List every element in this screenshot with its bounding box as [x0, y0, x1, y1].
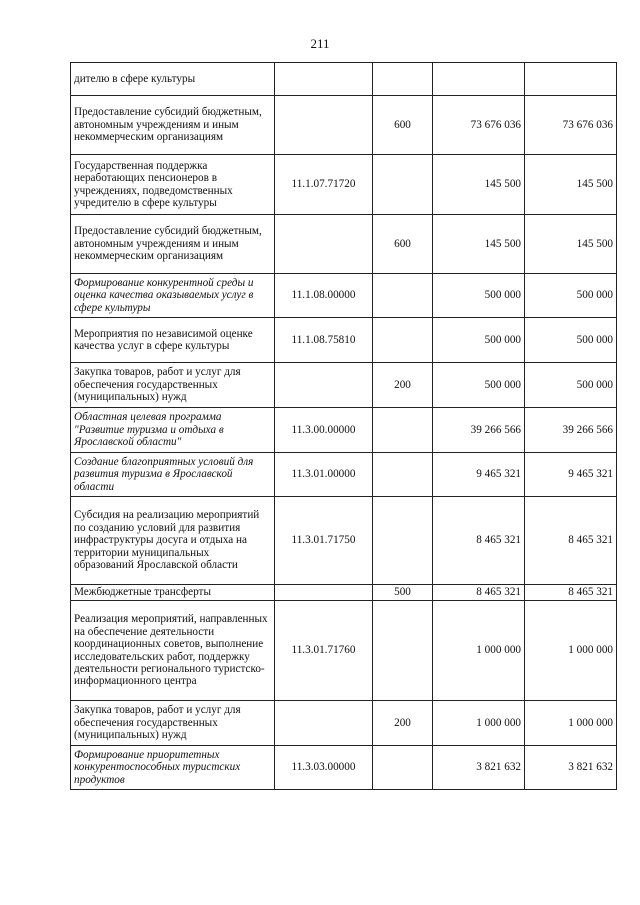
row-amount-cell: [433, 63, 525, 96]
row-name-cell: Предоставление субсидий бюджетным, автономным учреждениям и иным некоммерческим организациям: [71, 96, 275, 155]
row-name-cell: Формирование приоритетных конкурентоспособных туристских продуктов: [71, 746, 275, 790]
table-row: [71, 453, 617, 497]
table-row: [71, 155, 617, 215]
row-amount-cell: 1 000 000: [525, 701, 617, 746]
row-amount-cell: 39 266 566: [433, 408, 525, 453]
row-target-article-cell: 11.1.08.00000: [275, 274, 373, 318]
row-expense-type-cell: 200: [373, 363, 433, 408]
row-target-article-cell: 11.1.07.71720: [275, 155, 373, 215]
row-target-article-cell: [275, 63, 373, 96]
row-target-article-cell: [275, 96, 373, 155]
row-target-article-cell: 11.3.01.71750: [275, 497, 373, 585]
row-expense-type-cell: 500: [373, 585, 433, 601]
row-expense-type-cell: [373, 746, 433, 790]
row-name-cell: Мероприятия по независимой оценке качества услуг в сфере культуры: [71, 318, 275, 363]
row-target-article-cell: 11.3.01.71760: [275, 601, 373, 701]
table-row: [71, 318, 617, 363]
row-name-cell: дителю в сфере культуры: [71, 63, 275, 96]
row-amount-cell: 73 676 036: [525, 96, 617, 155]
table-row: [71, 701, 617, 746]
row-name-cell: Предоставление субсидий бюджетным, автономным учреждениям и иным некоммерческим организациям: [71, 215, 275, 274]
row-amount-cell: 3 821 632: [525, 746, 617, 790]
row-expense-type-cell: 600: [373, 215, 433, 274]
table-row: [71, 96, 617, 155]
table-row: [71, 63, 617, 96]
row-expense-type-cell: [373, 601, 433, 701]
row-amount-cell: 145 500: [525, 155, 617, 215]
page-number: 211: [310, 36, 330, 51]
row-amount-cell: 500 000: [525, 318, 617, 363]
row-expense-type-cell: [373, 453, 433, 497]
row-expense-type-cell: [373, 274, 433, 318]
table-row: [71, 215, 617, 274]
row-amount-cell: 500 000: [433, 274, 525, 318]
row-target-article-cell: 11.3.01.00000: [275, 453, 373, 497]
row-name-cell: Межбюджетные трансферты: [71, 585, 275, 601]
row-amount-cell: 145 500: [525, 215, 617, 274]
row-amount-cell: 1 000 000: [433, 701, 525, 746]
row-amount-cell: 9 465 321: [433, 453, 525, 497]
table-row: [71, 363, 617, 408]
row-amount-cell: 39 266 566: [525, 408, 617, 453]
table-row: [71, 601, 617, 701]
row-target-article-cell: 11.3.00.00000: [275, 408, 373, 453]
row-name-cell: Реализация мероприятий, направленных на обеспечение деятельности координационных советов, выполнение исследовательских работ, поддержку деятельности регионального туристско-информационного центра: [71, 601, 275, 701]
budget-table-body: [71, 63, 617, 790]
row-name-cell: Закупка товаров, работ и услуг для обеспечения государственных (муниципальных) нужд: [71, 701, 275, 746]
row-name-cell: Формирование конкурентной среды и оценка качества оказываемых услуг в сфере культуры: [71, 274, 275, 318]
row-target-article-cell: 11.3.03.00000: [275, 746, 373, 790]
row-expense-type-cell: [373, 63, 433, 96]
row-amount-cell: 3 821 632: [433, 746, 525, 790]
row-amount-cell: 8 465 321: [433, 497, 525, 585]
row-target-article-cell: [275, 215, 373, 274]
budget-table: [70, 62, 617, 790]
row-amount-cell: 145 500: [433, 155, 525, 215]
row-expense-type-cell: 200: [373, 701, 433, 746]
table-row: [71, 497, 617, 585]
row-name-cell: Государственная поддержка неработающих пенсионеров в учреждениях, подведомственных учредителю в сфере культуры: [71, 155, 275, 215]
row-amount-cell: 1 000 000: [525, 601, 617, 701]
row-amount-cell: 8 465 321: [525, 497, 617, 585]
row-name-cell: Закупка товаров, работ и услуг для обеспечения государственных (муниципальных) нужд: [71, 363, 275, 408]
row-expense-type-cell: [373, 497, 433, 585]
row-amount-cell: 500 000: [433, 363, 525, 408]
row-amount-cell: 500 000: [525, 274, 617, 318]
table-row: [71, 585, 617, 601]
row-amount-cell: 500 000: [433, 318, 525, 363]
row-amount-cell: 73 676 036: [433, 96, 525, 155]
row-name-cell: Субсидия на реализацию мероприятий по созданию условий для развития инфраструктуры досуга и отдыха на территории муниципальных образований Ярославской области: [71, 497, 275, 585]
row-name-cell: Областная целевая программа "Развитие туризма и отдыха в Ярославской области": [71, 408, 275, 453]
row-expense-type-cell: [373, 155, 433, 215]
table-row: [71, 274, 617, 318]
row-expense-type-cell: 600: [373, 96, 433, 155]
row-name-cell: Создание благоприятных условий для развития туризма в Ярославской области: [71, 453, 275, 497]
row-expense-type-cell: [373, 318, 433, 363]
row-target-article-cell: [275, 585, 373, 601]
row-amount-cell: 8 465 321: [433, 585, 525, 601]
row-amount-cell: 8 465 321: [525, 585, 617, 601]
row-target-article-cell: 11.1.08.75810: [275, 318, 373, 363]
row-target-article-cell: [275, 363, 373, 408]
row-amount-cell: 145 500: [433, 215, 525, 274]
row-amount-cell: 1 000 000: [433, 601, 525, 701]
row-amount-cell: [525, 63, 617, 96]
row-target-article-cell: [275, 701, 373, 746]
table-row: [71, 746, 617, 790]
table-row: [71, 408, 617, 453]
row-amount-cell: 500 000: [525, 363, 617, 408]
row-expense-type-cell: [373, 408, 433, 453]
row-amount-cell: 9 465 321: [525, 453, 617, 497]
